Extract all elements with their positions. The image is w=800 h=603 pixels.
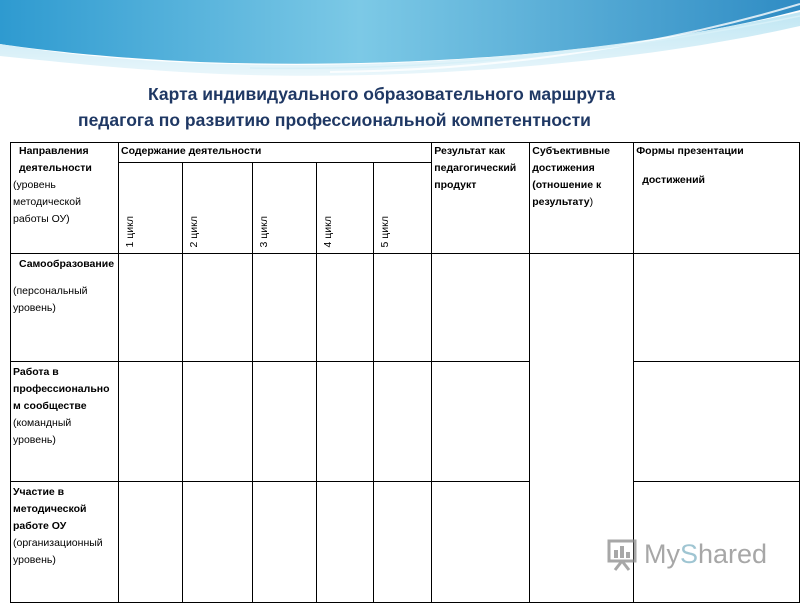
empty-cell[interactable] [118, 254, 182, 362]
cycle-4-label: 4 цикл [321, 215, 334, 247]
empty-cell[interactable] [634, 362, 800, 482]
empty-cell[interactable] [316, 362, 374, 482]
empty-cell[interactable] [252, 362, 316, 482]
route-map-table [10, 142, 800, 603]
empty-cell[interactable] [182, 482, 252, 603]
header-content-label: Содержание деятельности [120, 145, 262, 157]
header-cycle-4 [316, 163, 374, 254]
title-line-2: педагога по развитию профессиональной компетентности [78, 110, 591, 130]
empty-cell[interactable] [374, 362, 432, 482]
row-direction-cell [11, 362, 119, 482]
title-line-1: Карта индивидуального образовательного маршрута [148, 84, 616, 104]
watermark-text [644, 539, 767, 570]
row-direction-cell [11, 254, 119, 362]
empty-cell[interactable] [252, 254, 316, 362]
cycle-2-label: 2 цикл [187, 215, 200, 247]
cycle-1-label: 1 цикл [123, 215, 136, 247]
empty-cell[interactable] [316, 482, 374, 603]
empty-cell[interactable] [432, 362, 530, 482]
header-subjective-label [532, 143, 631, 211]
row-direction-cell [11, 482, 119, 603]
header-result-label: Результат как педагогический продукт [434, 145, 517, 191]
row-direction-bold: Участие в методической работе ОУ [13, 486, 87, 532]
watermark-text-c: hared [698, 538, 768, 569]
empty-cell[interactable] [374, 482, 432, 603]
row-direction-level: (персональный уровень) [13, 285, 88, 314]
row-direction-bold: Работа в профессионально м сообществе [13, 366, 110, 412]
table-row [11, 254, 800, 362]
header-subjective-paren: ) [589, 196, 594, 208]
watermark-text-b: S [680, 538, 699, 569]
cycle-5-label: 5 цикл [379, 215, 392, 247]
empty-cell[interactable] [634, 254, 800, 362]
empty-cell[interactable] [432, 254, 530, 362]
header-cycle-2 [182, 163, 252, 254]
cycle-3-label: 3 цикл [257, 215, 270, 247]
watermark-logo [606, 536, 767, 572]
empty-cell[interactable] [182, 254, 252, 362]
row-direction-bold: Самообразование [19, 258, 115, 270]
header-cycle-3 [252, 163, 316, 254]
header-cycle-5 [374, 163, 432, 254]
header-forms-cell [634, 143, 800, 254]
row-direction-level: (командный уровень) [13, 417, 72, 446]
presentation-board-icon [606, 537, 640, 571]
header-cycle-1 [118, 163, 182, 254]
header-result-cell [432, 143, 530, 254]
watermark-text-a: My [644, 538, 680, 569]
empty-cell[interactable] [374, 254, 432, 362]
header-direction-bold: Направления деятельности [19, 145, 92, 174]
empty-cell[interactable] [118, 362, 182, 482]
header-forms-line-1: Формы презентации [636, 145, 744, 157]
header-direction-level: (уровень методической работы ОУ) [13, 179, 81, 225]
empty-cell[interactable] [182, 362, 252, 482]
empty-cell[interactable] [432, 482, 530, 603]
header-direction-cell [11, 143, 119, 254]
header-wave-banner [0, 0, 800, 80]
table-row [11, 362, 800, 482]
empty-cell[interactable] [252, 482, 316, 603]
header-content-cell [118, 143, 431, 163]
header-subjective-cell [530, 143, 634, 254]
row-direction-level: (организационный уровень) [13, 537, 103, 566]
empty-cell[interactable] [316, 254, 374, 362]
empty-cell[interactable] [118, 482, 182, 603]
header-subjective-text: Субъективные достижения (отношение к результату [532, 145, 610, 208]
header-forms-line-2: достижений [642, 174, 705, 186]
